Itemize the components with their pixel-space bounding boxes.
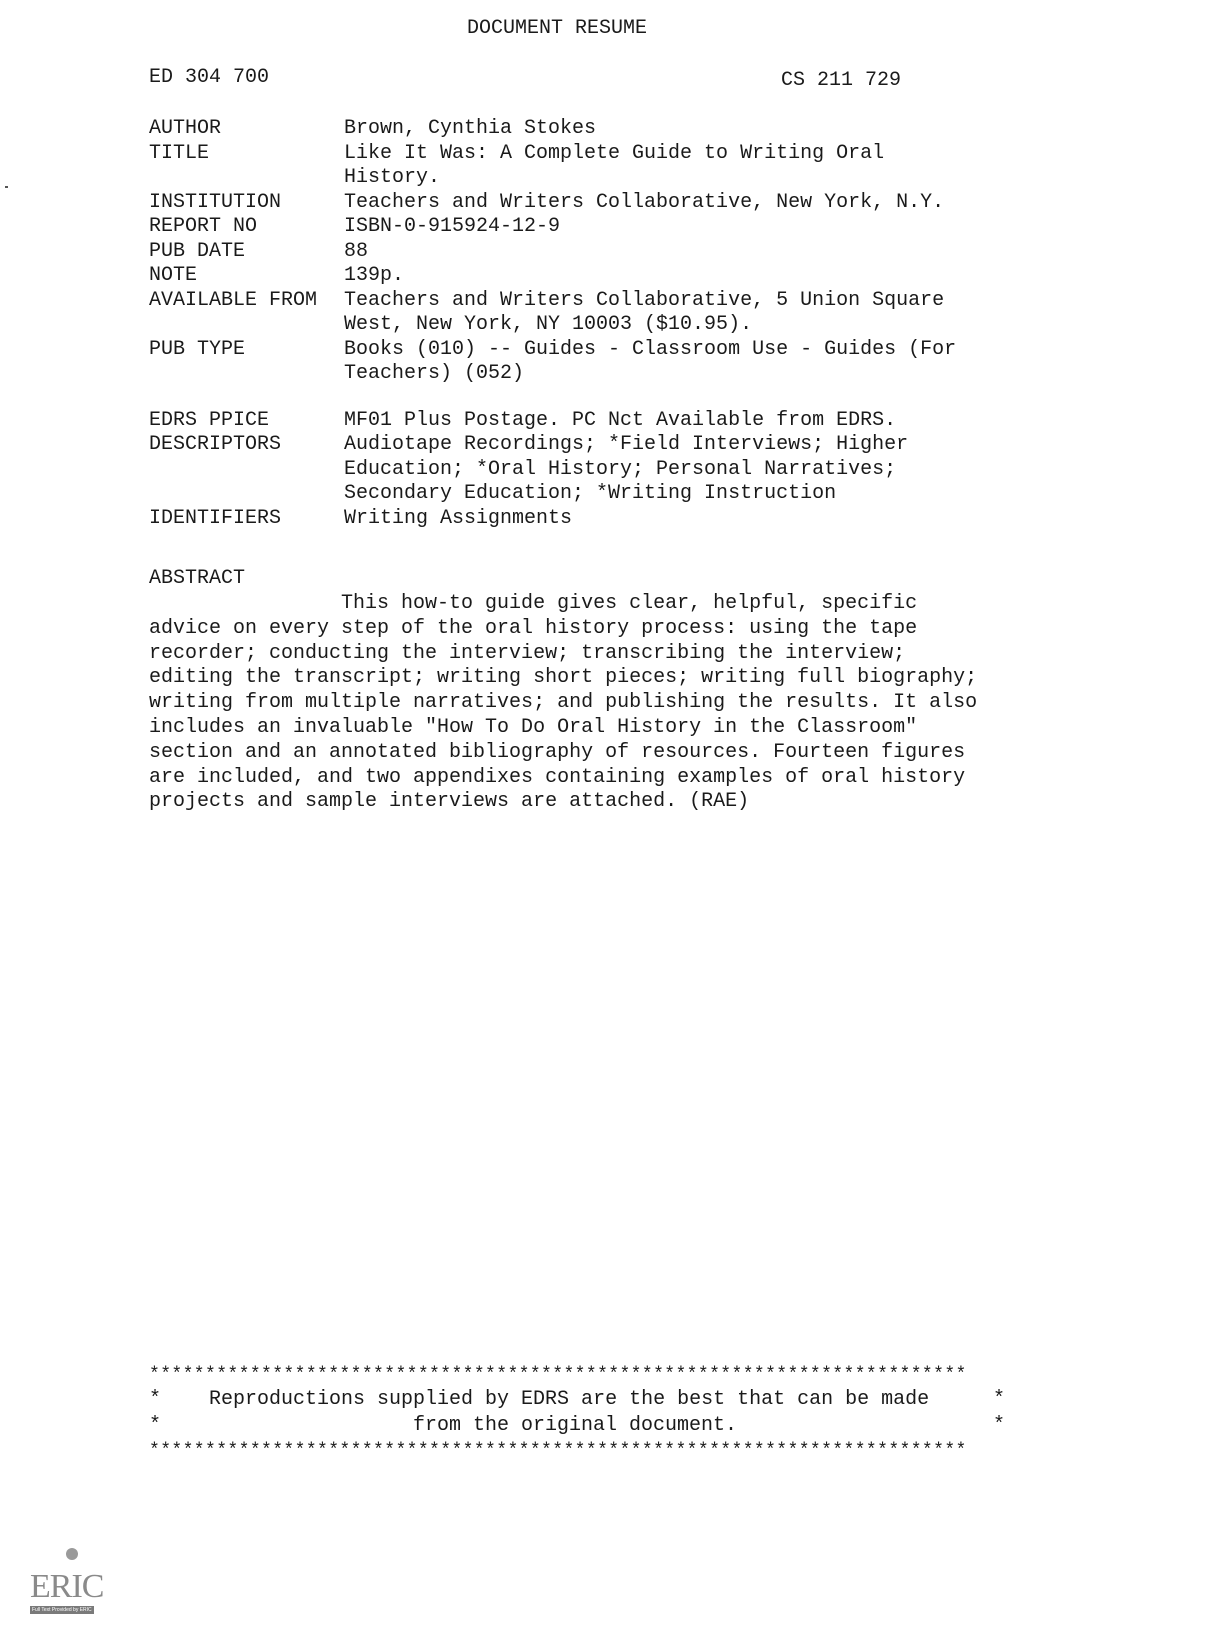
scan-speck: [5, 186, 8, 188]
logo-wordmark: ERIC: [30, 1568, 104, 1605]
field-edrs-price: [149, 409, 1049, 434]
notice-text: Reproductions supplied by EDRS are the best that can be made: [209, 1388, 930, 1411]
abstract-line: recorder; conducting the interview; transcribing the interview;: [149, 641, 906, 665]
star-right: *: [992, 1414, 1005, 1437]
logo-tagline: Full Text Provided by ERIC: [32, 1607, 92, 1613]
ed-number: ED 304 700: [149, 66, 270, 89]
field-value: MF01 Plus Postage. PC Nct Available from EDRS.: [344, 408, 897, 432]
field-value: 88: [344, 239, 369, 263]
field-note: [149, 264, 1049, 289]
abstract-line: projects and sample interviews are attached. (RAE): [149, 790, 750, 814]
field-label: PUB TYPE: [149, 337, 246, 361]
abstract-line: writing from multiple narratives; and publishing the results. It also: [149, 691, 978, 715]
field-value: Teachers and Writers Collaborative, 5 Union Square: [344, 288, 945, 312]
field-label: PUB DATE: [149, 239, 246, 263]
field-value: Teachers) (052): [344, 362, 525, 385]
abstract-line: advice on every step of the oral history process: using the tape: [149, 616, 918, 640]
star-border-bottom: *************************************************************************: [149, 1441, 967, 1461]
field-value: West, New York, NY 10003 ($10.95).: [344, 313, 753, 336]
field-value: Like It Was: A Complete Guide to Writing Oral: [344, 141, 885, 165]
star-left: *: [149, 1414, 162, 1437]
field-label: AUTHOR: [149, 117, 222, 140]
field-value: Teachers and Writers Collaborative, New York, N.Y.: [344, 190, 945, 214]
field-author: [149, 117, 1049, 142]
field-value: Writing Assignments: [344, 506, 573, 530]
eric-logo: [28, 1548, 108, 1618]
field-value: Books (010) -- Guides - Classroom Use - Guides (For: [344, 337, 957, 361]
bibliographic-fields: [149, 117, 1049, 531]
logo-dot: [66, 1548, 78, 1560]
field-label: REPORT NO: [149, 215, 258, 238]
reproduction-notice: [149, 1363, 1009, 1463]
cs-number: CS 211 729: [781, 69, 902, 92]
field-label: AVAILABLE FROM: [149, 288, 318, 312]
star-left: *: [149, 1388, 162, 1411]
field-descriptors: [149, 433, 1049, 507]
field-identifiers: [149, 507, 1049, 532]
field-label: NOTE: [149, 264, 198, 287]
field-title: [149, 142, 1049, 191]
field-value: Audiotape Recordings; *Field Interviews; Higher: [344, 433, 909, 456]
field-institution: [149, 191, 1049, 216]
field-report-no: [149, 215, 1049, 240]
abstract-line: are included, and two appendixes containing examples of oral history: [149, 765, 966, 789]
notice-text: from the original document.: [413, 1414, 738, 1437]
abstract-line: section and an annotated bibliography of resources. Fourteen figures: [149, 740, 966, 764]
field-available-from: [149, 289, 1049, 338]
field-label: TITLE: [149, 141, 210, 165]
notice-line: [149, 1387, 1009, 1413]
field-label: DESCRIPTORS: [149, 433, 282, 456]
notice-line: [149, 1413, 1009, 1439]
field-value: Education; *Oral History; Personal Narratives;: [344, 457, 897, 481]
star-border-top: *************************************************************************: [149, 1365, 967, 1385]
field-label: EDRS PPICE: [149, 408, 270, 432]
field-label: INSTITUTION: [149, 190, 282, 214]
field-value: Secondary Education; *Writing Instruction: [344, 482, 837, 505]
field-label: IDENTIFIERS: [149, 506, 282, 530]
abstract-line: includes an invaluable "How To Do Oral History in the Classroom": [149, 715, 918, 739]
field-value: 139p.: [344, 264, 405, 287]
abstract-line: editing the transcript; writing short pieces; writing full biography;: [149, 666, 978, 690]
star-right: *: [992, 1388, 1005, 1411]
document-title: DOCUMENT RESUME: [467, 17, 648, 40]
field-value: ISBN-0-915924-12-9: [344, 215, 561, 238]
field-value: History.: [344, 166, 441, 189]
abstract-line: This how-to guide gives clear, helpful, specific: [149, 592, 918, 615]
abstract-body: [149, 592, 1029, 815]
field-pub-date: [149, 240, 1049, 265]
field-value: Brown, Cynthia Stokes: [344, 117, 597, 140]
field-pub-type: [149, 338, 1049, 387]
abstract-heading: ABSTRACT: [149, 567, 246, 590]
